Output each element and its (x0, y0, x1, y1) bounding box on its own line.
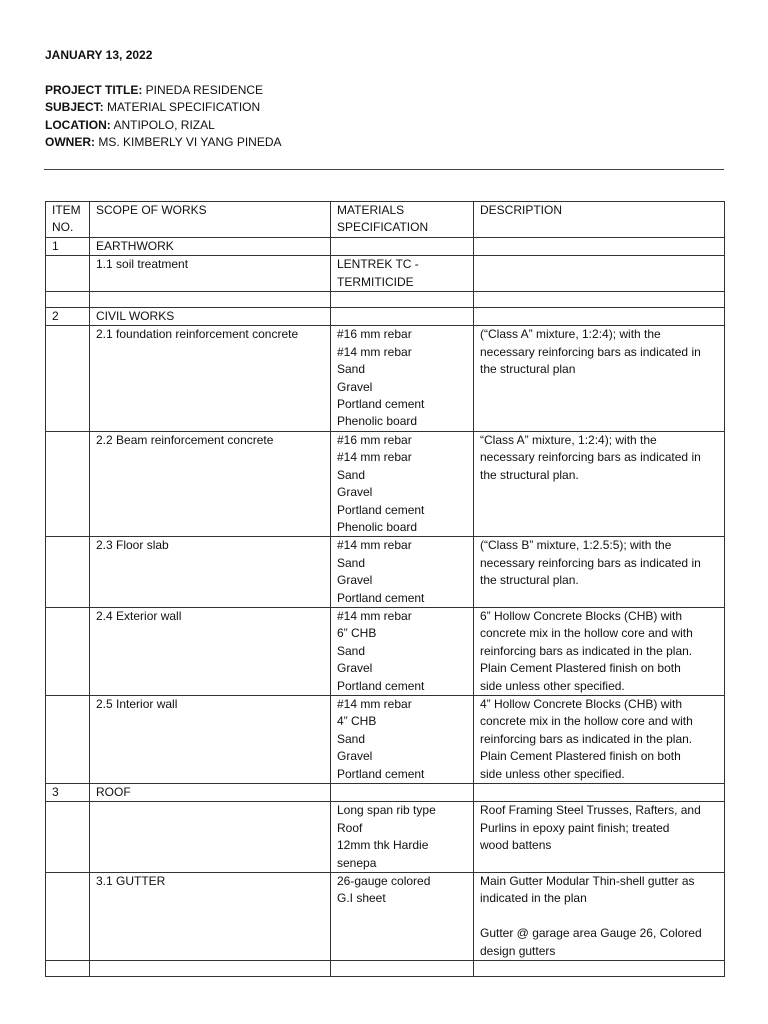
project-info (45, 82, 282, 152)
description-cell (474, 292, 725, 308)
scope-text: 3.1 GUTTER (96, 874, 166, 889)
description-line: indicated in the plan (480, 891, 587, 906)
description-line: Plain Cement Plastered finish on both (480, 661, 681, 676)
material-item: #14 mm rebar (337, 696, 412, 711)
header-materials-line: SPECIFICATION (337, 220, 429, 235)
materials-cell (331, 961, 474, 977)
material-item: Gravel (337, 749, 373, 764)
item-number-cell (46, 326, 90, 431)
description-cell (474, 802, 725, 873)
scope-of-works-cell (90, 292, 331, 308)
material-item: Portland cement (337, 766, 425, 781)
scope-of-works-cell (90, 607, 331, 695)
material-item: LENTREK TC - (337, 257, 419, 272)
material-item: Phenolic board (337, 519, 418, 534)
table-row (46, 308, 725, 326)
scope-of-works-cell (90, 326, 331, 431)
scope-of-works-cell (90, 961, 331, 977)
description-line: the structural plan (480, 362, 576, 377)
material-item: #14 mm rebar (337, 450, 412, 465)
material-item: Portland cement (337, 502, 425, 517)
scope-text: 2.2 Beam reinforcement concrete (96, 432, 274, 447)
table-body (46, 237, 725, 976)
material-item: Portland cement (337, 397, 425, 412)
scope-of-works-cell (90, 802, 331, 873)
header-scope (90, 202, 331, 238)
description-line: reinforcing bars as indicated in the plan. (480, 731, 693, 746)
materials-cell (331, 326, 474, 431)
project-title-value: PINEDA RESIDENCE (142, 83, 264, 97)
scope-of-works-cell (90, 237, 331, 255)
material-item: Sand (337, 731, 366, 746)
material-item: #16 mm rebar (337, 327, 412, 342)
material-item: Phenolic board (337, 414, 418, 429)
materials-cell (331, 873, 474, 961)
header-scope-text: SCOPE OF WORKS (96, 203, 207, 217)
item-number-cell (46, 873, 90, 961)
project-title-row (45, 82, 282, 99)
scope-text: EARTHWORK (96, 238, 174, 253)
description-cell (474, 961, 725, 977)
material-item: Long span rib type (337, 803, 436, 818)
material-item: 6” CHB (337, 626, 377, 641)
description-line: necessary reinforcing bars as indicated in (480, 555, 701, 570)
material-item: Gravel (337, 661, 373, 676)
header-item-line: ITEM (52, 203, 81, 217)
project-title-label: PROJECT TITLE: (45, 83, 143, 97)
table-row (46, 537, 725, 608)
materials-cell (331, 784, 474, 802)
location-row (45, 117, 282, 134)
item-number-cell (46, 308, 90, 326)
materials-cell (331, 607, 474, 695)
scope-text: ROOF (96, 785, 131, 799)
description-line: concrete mix in the hollow core and with (480, 626, 693, 641)
materials-cell (331, 256, 474, 292)
description-line: reinforcing bars as indicated in the plan. (480, 643, 693, 658)
scope-text: 2.4 Exterior wall (96, 608, 182, 623)
item-number-cell (46, 802, 90, 873)
description-line: Plain Cement Plastered finish on both (480, 749, 681, 764)
scope-text: 1.1 soil treatment (96, 257, 189, 272)
item-number: 2 (52, 309, 59, 324)
material-item: G.I sheet (337, 891, 386, 906)
item-number-cell (46, 431, 90, 536)
header-description-text: DESCRIPTION (480, 203, 563, 217)
description-cell (474, 695, 725, 783)
item-number-cell (46, 607, 90, 695)
description-line: the structural plan. (480, 467, 579, 482)
horizontal-divider (44, 169, 724, 170)
subject-value: MATERIAL SPECIFICATION (103, 100, 261, 115)
description-line: side unless other specified. (480, 678, 625, 693)
owner-label: OWNER: (45, 135, 95, 150)
item-number-cell (46, 237, 90, 255)
description-line: concrete mix in the hollow core and with (480, 714, 693, 729)
scope-of-works-cell (90, 256, 331, 292)
scope-text: CIVIL WORKS (96, 309, 175, 324)
material-item: Portland cement (337, 590, 425, 605)
description-line: design gutters (480, 943, 556, 958)
materials-cell (331, 695, 474, 783)
materials-cell (331, 802, 474, 873)
header-item-no (46, 202, 90, 238)
subject-row (45, 99, 282, 116)
material-item: #16 mm rebar (337, 432, 412, 447)
table-row (46, 873, 725, 961)
header-description (474, 202, 725, 238)
description-line: “Class A” mixture, 1:2:4); with the (480, 432, 657, 447)
subject-label: SUBJECT: (45, 100, 104, 115)
description-line: Gutter @ garage area Gauge 26, Colored (480, 926, 702, 941)
material-item: 12mm thk Hardie (337, 838, 429, 853)
scope-of-works-cell (90, 873, 331, 961)
description-cell (474, 431, 725, 536)
description-line: necessary reinforcing bars as indicated in (480, 344, 701, 359)
header-materials-line: MATERIALS (337, 203, 405, 217)
scope-of-works-cell (90, 537, 331, 608)
description-line: (“Class A” mixture, 1:2:4); with the (480, 327, 661, 342)
item-number-cell (46, 695, 90, 783)
header-item-line: NO. (52, 220, 74, 235)
description-cell (474, 256, 725, 292)
item-number-cell (46, 784, 90, 802)
material-item: 26-gauge colored (337, 874, 431, 889)
scope-of-works-cell (90, 784, 331, 802)
materials-cell (331, 308, 474, 326)
description-cell (474, 873, 725, 961)
description-cell (474, 308, 725, 326)
item-number-cell (46, 537, 90, 608)
material-item: Portland cement (337, 678, 425, 693)
description-line: 4” Hollow Concrete Blocks (CHB) with (480, 696, 683, 711)
scope-of-works-cell (90, 308, 331, 326)
materials-cell (331, 431, 474, 536)
material-item: Gravel (337, 379, 373, 394)
item-number-cell (46, 256, 90, 292)
material-item: Sand (337, 555, 366, 570)
description-cell (474, 326, 725, 431)
description-line: side unless other specified. (480, 766, 625, 781)
owner-value: MS. KIMBERLY VI YANG PINEDA (95, 135, 282, 150)
description-line: (“Class B” mixture, 1:2.5:5); with the (480, 538, 672, 553)
description-line: 6” Hollow Concrete Blocks (CHB) with (480, 608, 683, 623)
materials-cell (331, 292, 474, 308)
table-header-row (46, 202, 725, 238)
location-value: ANTIPOLO, RIZAL (110, 117, 215, 132)
material-item: Gravel (337, 485, 373, 500)
material-item: Roof (337, 820, 363, 835)
material-item: senepa (337, 855, 377, 870)
owner-row (45, 134, 282, 151)
header-materials (331, 202, 474, 238)
item-number-cell (46, 292, 90, 308)
description-line: wood battens (480, 838, 552, 853)
table-row (46, 326, 725, 431)
item-number: 1 (52, 238, 59, 253)
material-item: Gravel (337, 573, 373, 588)
table-row (46, 256, 725, 292)
description-line: the structural plan. (480, 573, 579, 588)
table-row (46, 784, 725, 802)
table-row (46, 292, 725, 308)
description-line: Roof Framing Steel Trusses, Rafters, and (480, 803, 701, 818)
material-item: Sand (337, 362, 366, 377)
material-item: TERMITICIDE (337, 274, 414, 289)
material-item: #14 mm rebar (337, 608, 412, 623)
scope-text: 2.3 Floor slab (96, 538, 169, 553)
description-line: Main Gutter Modular Thin-shell gutter as (480, 874, 695, 889)
scope-text: 2.5 Interior wall (96, 696, 178, 711)
table-row (46, 607, 725, 695)
materials-cell (331, 237, 474, 255)
item-number-cell (46, 961, 90, 977)
description-cell (474, 237, 725, 255)
table-row (46, 431, 725, 536)
table-row (46, 237, 725, 255)
description-cell (474, 537, 725, 608)
materials-cell (331, 537, 474, 608)
description-line: necessary reinforcing bars as indicated in (480, 450, 701, 465)
scope-of-works-cell (90, 695, 331, 783)
material-item: Sand (337, 467, 366, 482)
material-item: #14 mm rebar (337, 538, 412, 553)
material-item: #14 mm rebar (337, 344, 412, 359)
table-row (46, 802, 725, 873)
material-item: Sand (337, 643, 366, 658)
document-date: JANUARY 13, 2022 (45, 48, 153, 62)
material-specification-table (45, 201, 725, 977)
description-cell (474, 607, 725, 695)
location-label: LOCATION: (45, 117, 111, 132)
scope-text: 2.1 foundation reinforcement concrete (96, 327, 299, 342)
paragraph-gap (480, 908, 718, 925)
table-row (46, 695, 725, 783)
material-item: 4” CHB (337, 714, 377, 729)
description-cell (474, 784, 725, 802)
table-row (46, 961, 725, 977)
item-number: 3 (52, 785, 59, 799)
scope-of-works-cell (90, 431, 331, 536)
description-line: Purlins in epoxy paint finish; treated (480, 820, 670, 835)
